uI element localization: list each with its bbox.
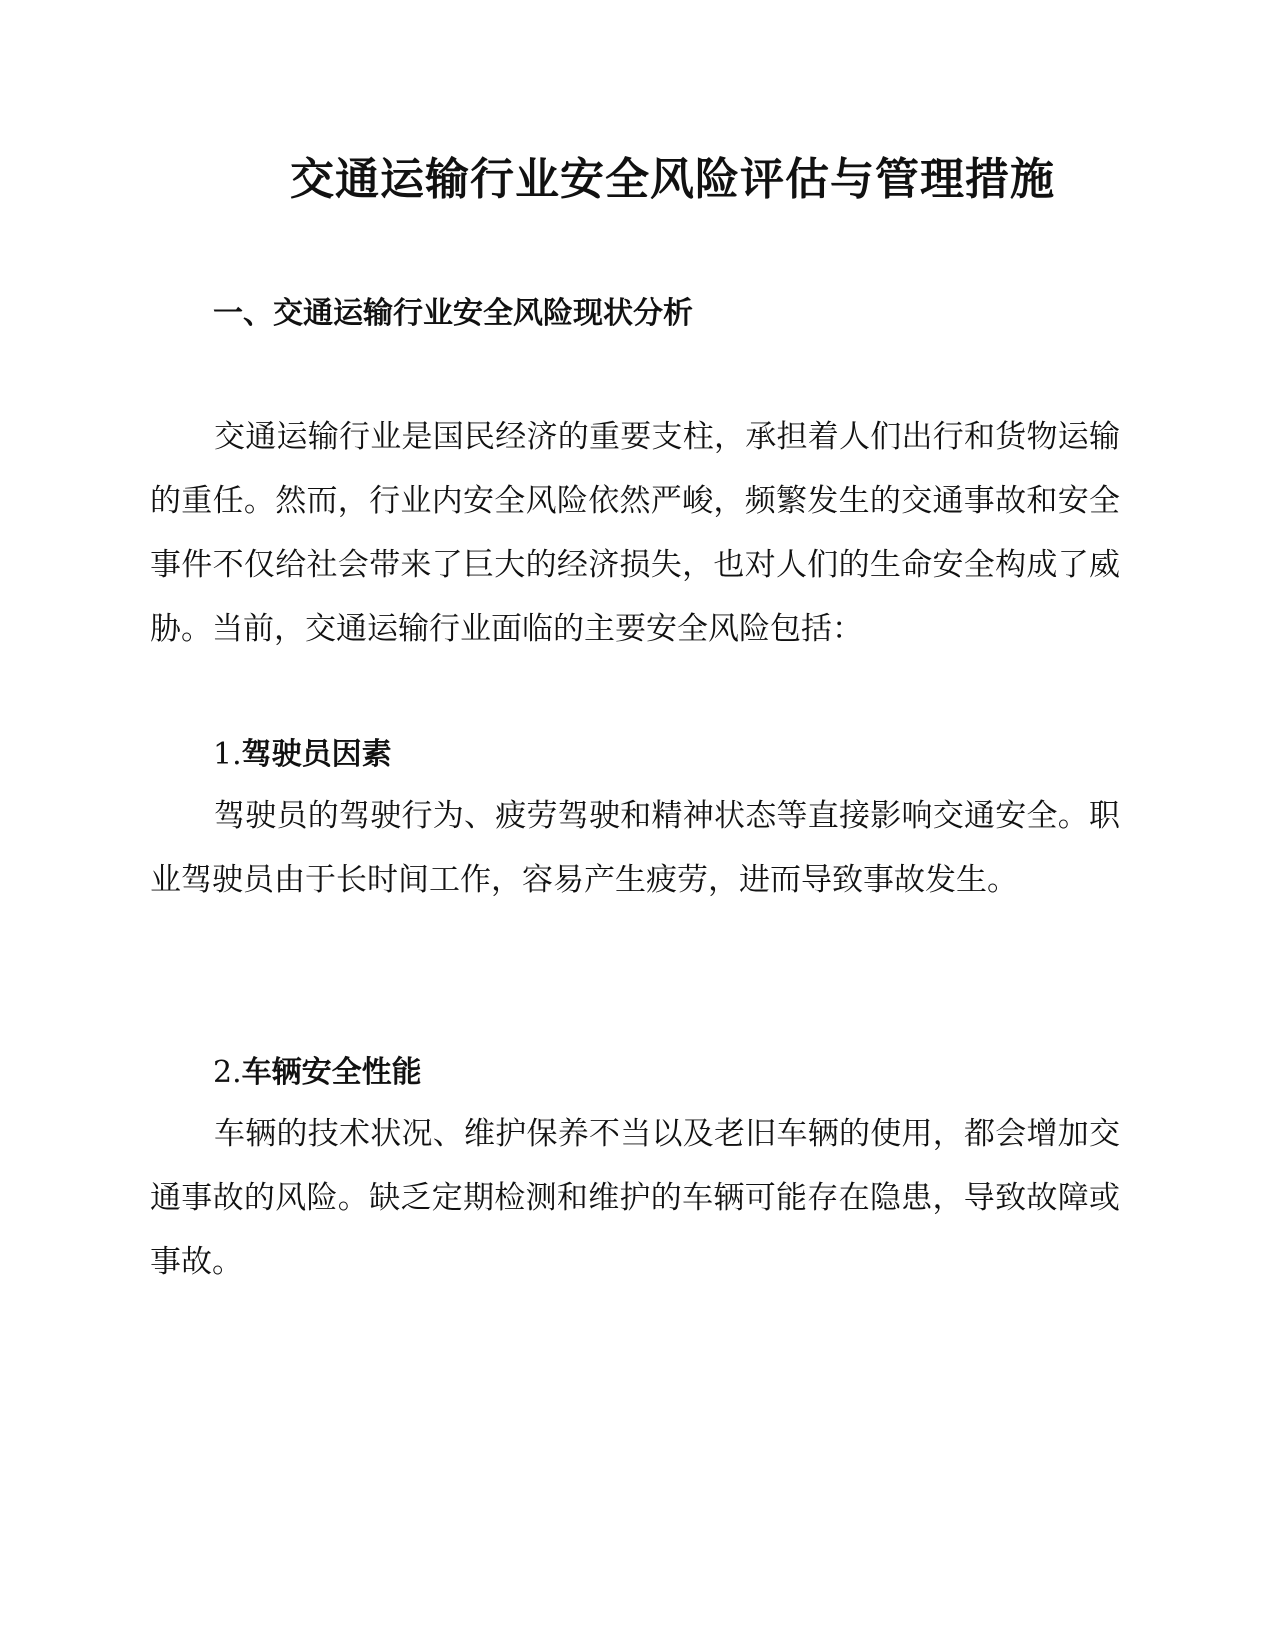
section-heading: 一、交通运输行业安全风险现状分析: [213, 296, 693, 331]
subheading-label: 驾驶员因素: [241, 737, 392, 772]
subheading-number: 1.: [213, 737, 242, 772]
driver-factor-paragraph: 驾驶员的驾驶行为、疲劳驾驶和精神状态等直接影响交通安全。职业驾驶员由于长时间工作，容易产生疲劳，进而导致事故发生。: [150, 798, 1120, 898]
vehicle-safety-paragraph: 车辆的技术状况、维护保养不当以及老旧车辆的使用，都会增加交通事故的风险。缺乏定期检测和维护的车辆可能存在隐患，导致故障或事故。: [150, 1116, 1120, 1280]
subheading-label: 车辆安全性能: [241, 1055, 422, 1090]
subheading-driver-factor: [213, 735, 392, 775]
intro-paragraph: 交通运输行业是国民经济的重要支柱，承担着人们出行和货物运输的重任。然而，行业内安全风险依然严峻，频繁发生的交通事故和安全事件不仅给社会带来了巨大的经济损失，也对人们的生命安全构成了威胁。当前，交通运输行业面临的主要安全风险包括：: [150, 419, 1120, 647]
subheading-vehicle-safety: [213, 1053, 422, 1093]
subheading-number: 2.: [213, 1055, 242, 1090]
document-title: 交通运输行业安全风险评估与管理措施: [290, 154, 1055, 205]
